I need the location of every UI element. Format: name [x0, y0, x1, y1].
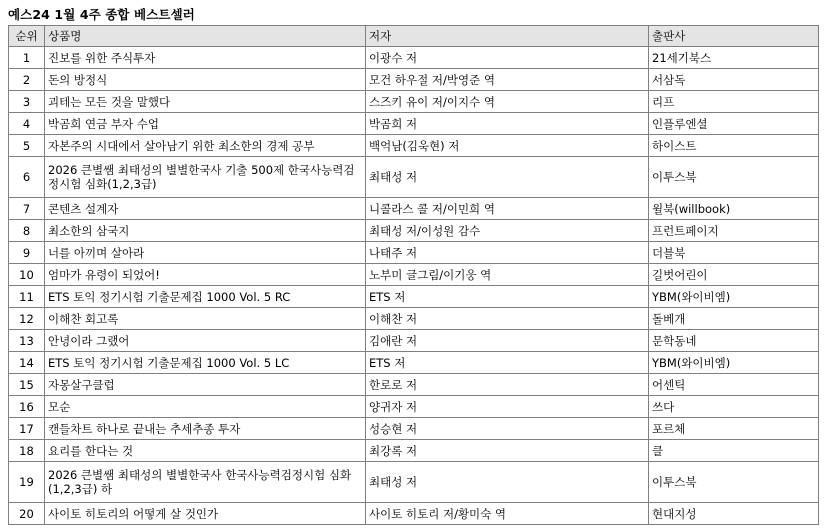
- author-cell: 최태성 저: [366, 462, 649, 503]
- title-cell: ETS 토익 정기시험 기출문제집 1000 Vol. 5 RC: [45, 286, 366, 308]
- rank-cell: 10: [9, 264, 45, 286]
- rank-cell: 18: [9, 440, 45, 462]
- title-cell: 2026 큰별쌤 최태성의 별별한국사 한국사능력검정시험 심화(1,2,3급) 하: [45, 462, 366, 503]
- rank-cell: 6: [9, 157, 45, 198]
- rank-cell: 12: [9, 308, 45, 330]
- author-cell: 사이토 히토리 저/황미숙 역: [366, 503, 649, 525]
- title-cell: 이해찬 회고록: [45, 308, 366, 330]
- author-cell: 박곰희 저: [366, 113, 649, 135]
- title-cell: 콘텐츠 설계자: [45, 198, 366, 220]
- table-row: [9, 157, 819, 198]
- title-cell: 너를 아끼며 살아라: [45, 242, 366, 264]
- title-cell: 사이토 히토리의 어떻게 살 것인가: [45, 503, 366, 525]
- table-row: [9, 198, 819, 220]
- table-row: [9, 47, 819, 69]
- title-cell: 자몽살구클럽: [45, 374, 366, 396]
- rank-cell: 5: [9, 135, 45, 157]
- publisher-cell: 윌북(willbook): [649, 198, 819, 220]
- author-cell: ETS 저: [366, 352, 649, 374]
- publisher-cell: 리프: [649, 91, 819, 113]
- title-cell: ETS 토익 정기시험 기출문제집 1000 Vol. 5 LC: [45, 352, 366, 374]
- author-cell: ETS 저: [366, 286, 649, 308]
- publisher-cell: 이투스북: [649, 462, 819, 503]
- table-header-row: [9, 26, 819, 47]
- author-cell: 성승현 저: [366, 418, 649, 440]
- title-cell: 캔들차트 하나로 끝내는 추세추종 투자: [45, 418, 366, 440]
- table-row: [9, 352, 819, 374]
- publisher-cell: 21세기북스: [649, 47, 819, 69]
- rank-cell: 13: [9, 330, 45, 352]
- publisher-cell: 길벗어린이: [649, 264, 819, 286]
- table-row: [9, 220, 819, 242]
- author-cell: 양귀자 저: [366, 396, 649, 418]
- rank-cell: 15: [9, 374, 45, 396]
- table-row: [9, 135, 819, 157]
- header-author: 저자: [366, 26, 649, 47]
- table-row: [9, 440, 819, 462]
- publisher-cell: 어센틱: [649, 374, 819, 396]
- publisher-cell: 돌베개: [649, 308, 819, 330]
- table-row: [9, 374, 819, 396]
- table-row: [9, 242, 819, 264]
- rank-cell: 7: [9, 198, 45, 220]
- rank-cell: 20: [9, 503, 45, 525]
- table-row: [9, 396, 819, 418]
- rank-cell: 4: [9, 113, 45, 135]
- title-cell: 최소한의 삼국지: [45, 220, 366, 242]
- bestseller-table: [8, 25, 819, 525]
- title-cell: 안녕이라 그랬어: [45, 330, 366, 352]
- author-cell: 한로로 저: [366, 374, 649, 396]
- rank-cell: 2: [9, 69, 45, 91]
- publisher-cell: 인플루엔셜: [649, 113, 819, 135]
- author-cell: 백억남(김욱현) 저: [366, 135, 649, 157]
- table-row: [9, 503, 819, 525]
- publisher-cell: 하이스트: [649, 135, 819, 157]
- rank-cell: 8: [9, 220, 45, 242]
- title-cell: 돈의 방정식: [45, 69, 366, 91]
- author-cell: 니콜라스 콜 저/이민희 역: [366, 198, 649, 220]
- author-cell: 노부미 글그림/이기웅 역: [366, 264, 649, 286]
- publisher-cell: 포르체: [649, 418, 819, 440]
- rank-cell: 16: [9, 396, 45, 418]
- header-title: 상품명: [45, 26, 366, 47]
- table-row: [9, 418, 819, 440]
- table-row: [9, 330, 819, 352]
- table-row: [9, 462, 819, 503]
- header-rank: 순위: [9, 26, 45, 47]
- author-cell: 이해찬 저: [366, 308, 649, 330]
- rank-cell: 3: [9, 91, 45, 113]
- rank-cell: 1: [9, 47, 45, 69]
- title-cell: 요리를 한다는 것: [45, 440, 366, 462]
- author-cell: 이광수 저: [366, 47, 649, 69]
- rank-cell: 19: [9, 462, 45, 503]
- rank-cell: 17: [9, 418, 45, 440]
- title-cell: 괴테는 모든 것을 말했다: [45, 91, 366, 113]
- publisher-cell: 서삼독: [649, 69, 819, 91]
- publisher-cell: 더블북: [649, 242, 819, 264]
- rank-cell: 14: [9, 352, 45, 374]
- table-row: [9, 113, 819, 135]
- publisher-cell: 프런트페이지: [649, 220, 819, 242]
- publisher-cell: 문학동네: [649, 330, 819, 352]
- publisher-cell: 쓰다: [649, 396, 819, 418]
- publisher-cell: 현대지성: [649, 503, 819, 525]
- author-cell: 최태성 저: [366, 157, 649, 198]
- header-publisher: 출판사: [649, 26, 819, 47]
- author-cell: 최태성 저/이성원 감수: [366, 220, 649, 242]
- title-cell: 모순: [45, 396, 366, 418]
- author-cell: 나태주 저: [366, 242, 649, 264]
- table-row: [9, 91, 819, 113]
- author-cell: 모건 하우절 저/박영준 역: [366, 69, 649, 91]
- table-row: [9, 308, 819, 330]
- title-cell: 엄마가 유령이 되었어!: [45, 264, 366, 286]
- table-row: [9, 69, 819, 91]
- publisher-cell: 이투스북: [649, 157, 819, 198]
- table-row: [9, 286, 819, 308]
- author-cell: 스즈키 유이 저/이지수 역: [366, 91, 649, 113]
- publisher-cell: YBM(와이비엠): [649, 286, 819, 308]
- title-cell: 2026 큰별쌤 최태성의 별별한국사 기출 500제 한국사능력검정시험 심화(1,2,3급): [45, 157, 366, 198]
- rank-cell: 11: [9, 286, 45, 308]
- publisher-cell: YBM(와이비엠): [649, 352, 819, 374]
- publisher-cell: 클: [649, 440, 819, 462]
- author-cell: 김애란 저: [366, 330, 649, 352]
- title-cell: 진보를 위한 주식투자: [45, 47, 366, 69]
- author-cell: 최강록 저: [366, 440, 649, 462]
- title-cell: 박곰희 연금 부자 수업: [45, 113, 366, 135]
- page-title: 예스24 1월 4주 종합 베스트셀러: [8, 7, 195, 22]
- table-row: [9, 264, 819, 286]
- title-cell: 자본주의 시대에서 살아남기 위한 최소한의 경제 공부: [45, 135, 366, 157]
- rank-cell: 9: [9, 242, 45, 264]
